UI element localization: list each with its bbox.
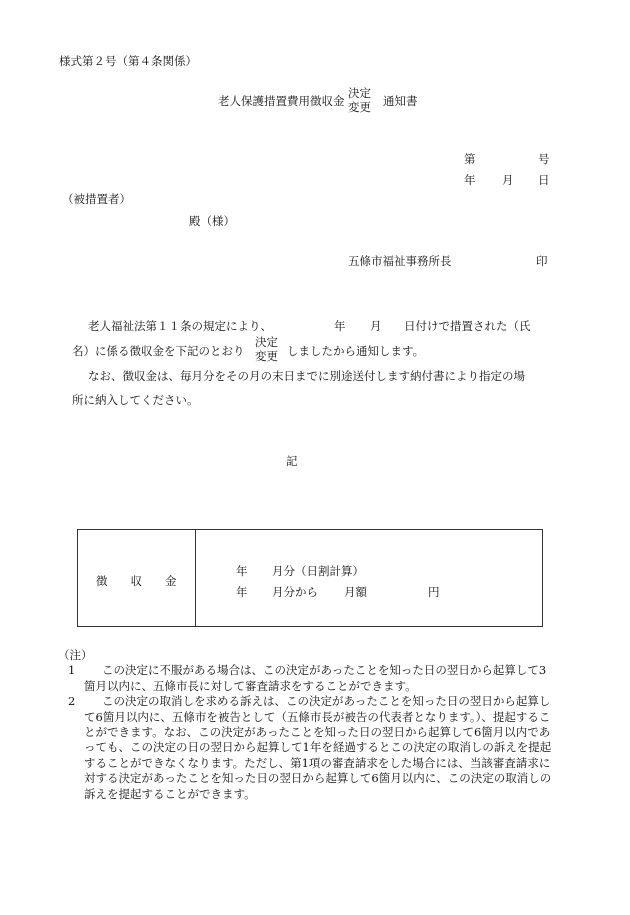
body-options — [255, 335, 278, 363]
row1-year: 年 — [236, 564, 248, 578]
notes — [56, 648, 556, 802]
recipient-honorific: 殿（様） — [189, 214, 235, 228]
note-1-number: 1 — [68, 663, 76, 678]
table-divider — [195, 530, 196, 626]
date-day: 日 — [538, 173, 550, 187]
body-line-1b: 日付けで措置された（氏 — [404, 319, 531, 333]
title-option-change: 変更 — [348, 100, 371, 114]
note-2-number: 2 — [68, 694, 76, 709]
body-line-1a: 老人福祉法第１１条の規定により、 — [88, 319, 272, 333]
row2-monthly-amount: 月額 — [344, 585, 367, 599]
title-options — [348, 86, 371, 114]
body-line-1-month: 月 — [370, 319, 382, 333]
date-month: 月 — [502, 173, 514, 187]
notes-label: （注） — [58, 648, 93, 662]
row1-month-daily: 月分（日割計算） — [272, 564, 364, 578]
recipient-label: （被措置者） — [62, 192, 131, 206]
doc-number-suffix: 号 — [538, 152, 550, 166]
body-line-2b: しましたから通知します。 — [287, 344, 425, 358]
note-item-2 — [56, 694, 556, 802]
body-option-change: 変更 — [255, 349, 278, 363]
form-id: 様式第２号（第４条関係） — [59, 54, 197, 68]
row2-year: 年 — [236, 585, 248, 599]
fee-table — [77, 529, 543, 627]
title-main: 老人保護措置費用徴収金 — [218, 94, 345, 108]
doc-number-prefix: 第 — [464, 152, 476, 166]
title-option-decision: 決定 — [348, 86, 371, 100]
fee-label: 徴 収 金 — [96, 574, 177, 588]
body-line-2a: 名）に係る徴収金を下記のとおり — [72, 344, 245, 358]
row2-month-from: 月分から — [272, 585, 318, 599]
title-suffix: 通知書 — [383, 94, 418, 108]
body-line-3: なお、徴収金は、毎月分をその月の末日までに別途送付します納付書により指定の場 — [88, 369, 525, 383]
row2-yen: 円 — [428, 585, 440, 599]
note-item-1 — [56, 663, 556, 694]
body-line-4: 所に納入してください。 — [72, 393, 199, 407]
issuer-name: 五條市福祉事務所長 — [348, 254, 452, 268]
date-year: 年 — [464, 173, 476, 187]
seal-mark: 印 — [536, 254, 548, 268]
body-line-1-year: 年 — [334, 319, 346, 333]
ki-heading: 記 — [286, 454, 298, 468]
note-2-text: この決定の取消しを求める訴えは、この決定があったことを知った日の翌日から起算して6箇月以内に、五條市を被告として（五條市長が被告の代表者となります。）、提起することができます。なお、この決定があったことを知った日の翌日から起算して6箇月以内であっても、この決定の日の翌日から起算して1年を経過するとこの決定の取消しの訴えを提起することができなくなります。ただし、第1項の審査請求をした場合には、当該審査請求に対する決定があったことを知った日の翌日から起算して6箇月以内に、この決定の取消しの訴えを提起することができます。 — [84, 694, 552, 801]
body-option-decision: 決定 — [255, 335, 278, 349]
note-1-text: この決定に不服がある場合は、この決定があったことを知った日の翌日から起算して3箇月以内に、五條市長に対して審査請求をすることができます。 — [84, 663, 547, 693]
